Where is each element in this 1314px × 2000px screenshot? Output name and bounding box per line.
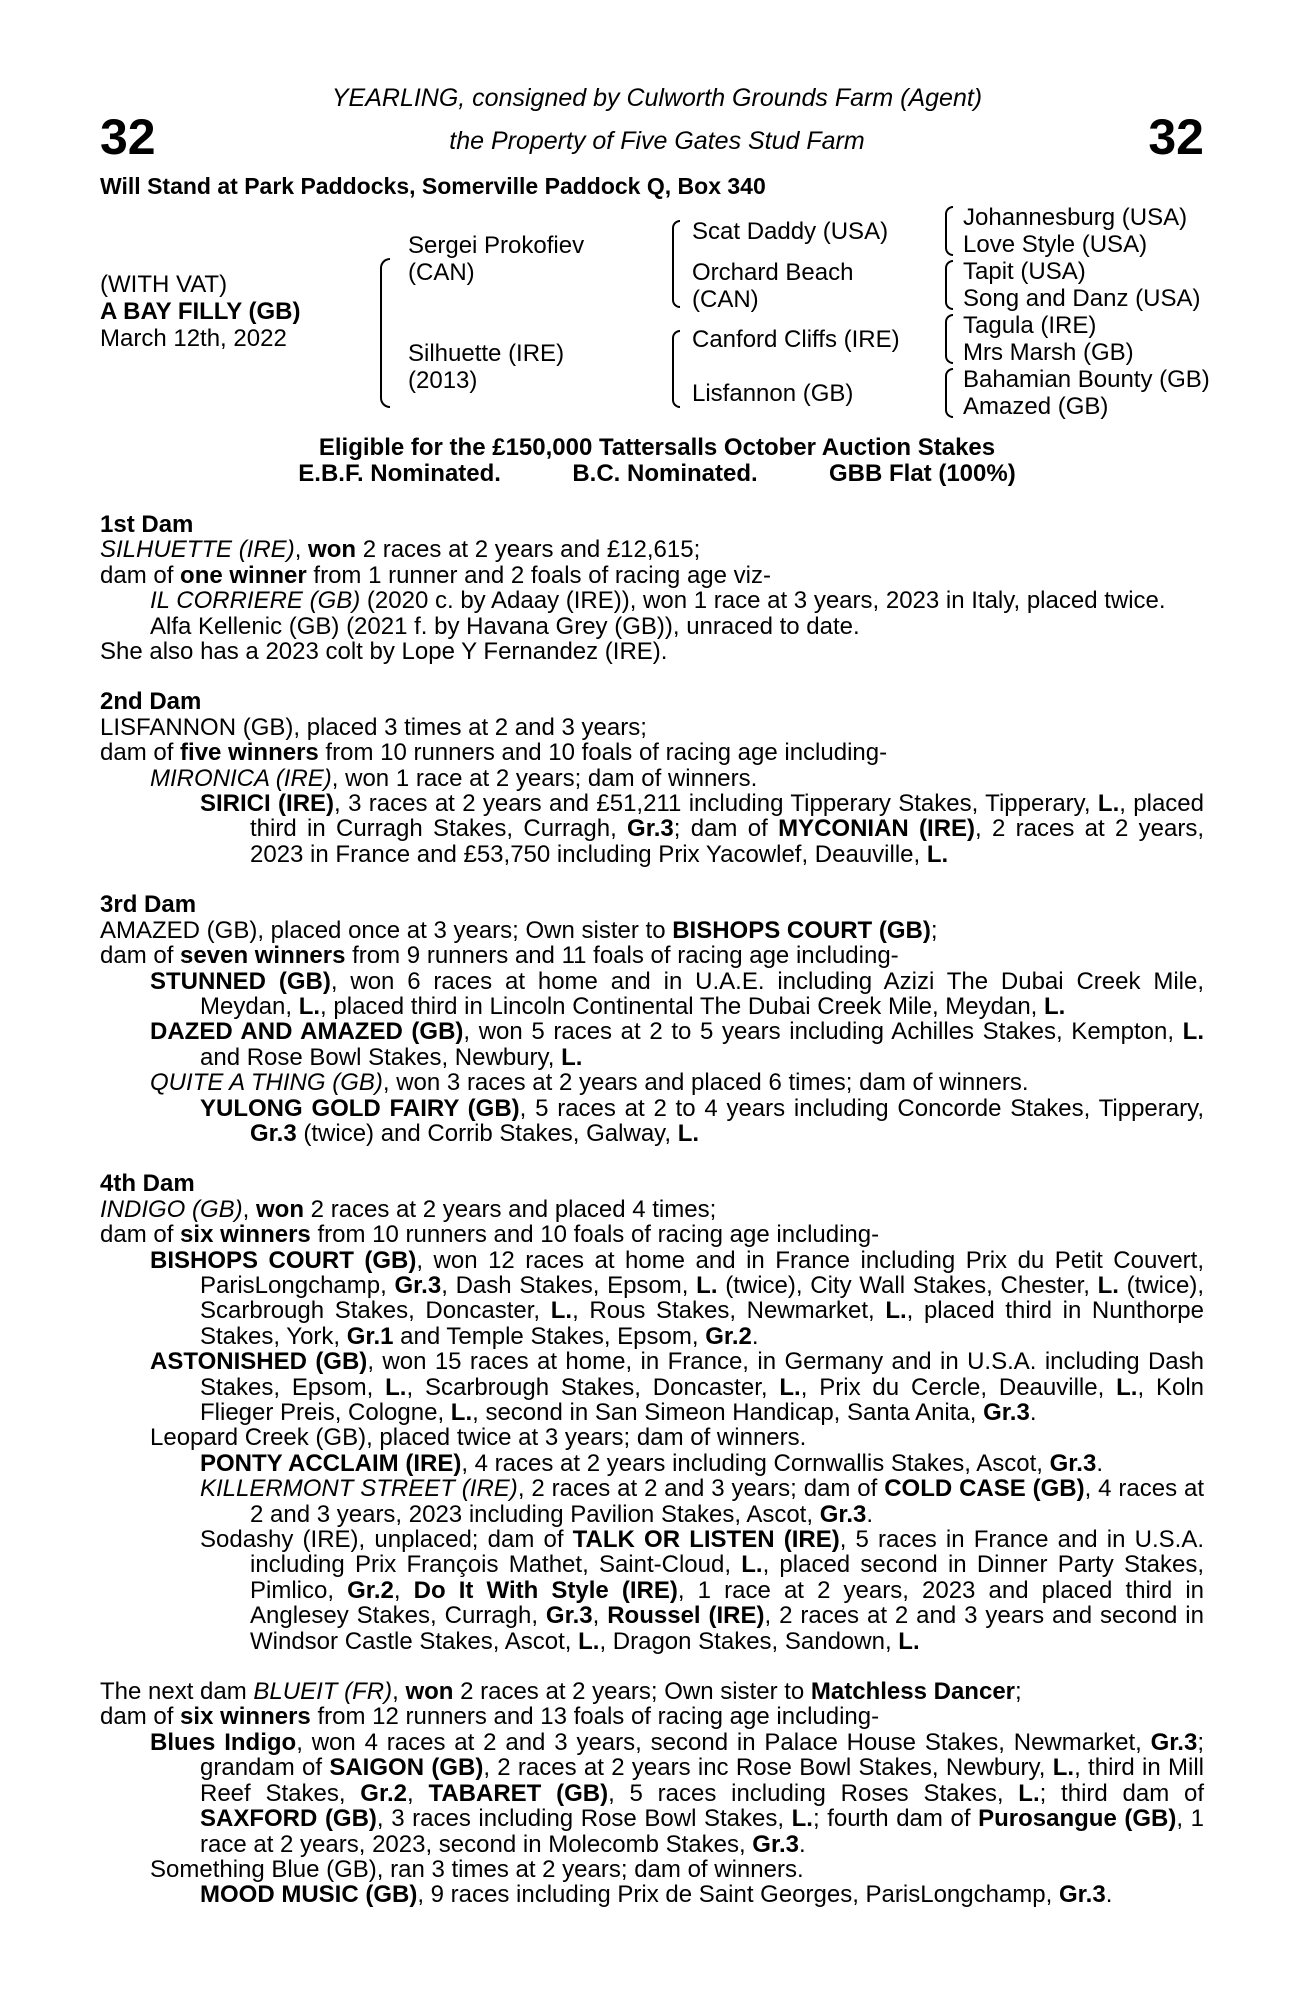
eligibility: Eligible for the £150,000 Tattersalls October Auction Stakes xyxy=(318,434,996,461)
sire-dam-country: (CAN) xyxy=(692,286,759,313)
sire-country: (CAN) xyxy=(408,259,475,286)
stand-location: Will Stand at Park Paddocks, Somerville Paddock Q, Box 340 xyxy=(100,173,766,199)
lot-number-right: 32 xyxy=(1148,109,1204,165)
consignor-line: YEARLING, consigned by Culworth Grounds Farm (Agent) xyxy=(331,84,983,112)
paragraph: INDIGO (GB), won 2 races at 2 years and placed 4 times; xyxy=(100,1195,717,1223)
paragraph: Alfa Kellenic (GB) (2021 f. by Havana Grey (GB)), unraced to date. xyxy=(150,612,860,640)
dam-year: (2013) xyxy=(408,367,478,394)
ped-dds: Bahamian Bounty (GB) xyxy=(963,366,1210,393)
nominations xyxy=(0,460,1314,488)
paragraph: MIRONICA (IRE), won 1 race at 2 years; dam of winners. xyxy=(150,764,758,792)
sire-dam: Orchard Beach xyxy=(692,259,854,286)
horse-name: A BAY FILLY (GB) xyxy=(100,298,301,325)
fourth-dam-heading: 4th Dam xyxy=(100,1170,195,1198)
lot-number-left: 32 xyxy=(100,109,156,165)
dam-sire: Canford Cliffs (IRE) xyxy=(692,326,900,353)
ped-sds: Tapit (USA) xyxy=(963,258,1086,285)
brace xyxy=(380,258,390,408)
brace xyxy=(672,330,680,408)
bc-nomination: B.C. Nominated. xyxy=(572,460,758,487)
paragraph: DAZED AND AMAZED (GB), won 5 races at 2 to 5 years including Achilles Stakes, Kempton, L. and Rose Bowl Stakes, Newbury, L. xyxy=(150,1018,1204,1071)
dam-dam: Lisfannon (GB) xyxy=(692,380,854,407)
paragraph: KILLERMONT STREET (IRE), 2 races at 2 and 3 years; dam of COLD CASE (GB), 4 races at 2 and 3 years, 2023 including Pavilion Stakes, Ascot, Gr.3. xyxy=(200,1475,1204,1528)
paragraph: SILHUETTE (IRE), won 2 races at 2 years and £12,615; xyxy=(100,536,701,564)
paragraph: ASTONISHED (GB), won 15 races at home, in France, in Germany and in U.S.A. including Dash Stakes, Epsom, L., Scarbrough Stakes, Doncaster, L., Prix du Cercle, Deauville, L., Koln Flieger Preis, Cologne, L., second in San Simeon Handicap, Santa Anita, Gr.3. xyxy=(150,1348,1204,1426)
brace xyxy=(945,206,953,256)
sire: Sergei Prokofiev xyxy=(408,232,585,259)
paragraph: Leopard Creek (GB), placed twice at 3 years; dam of winners. xyxy=(150,1424,807,1452)
paragraph: dam of five winners from 10 runners and 10 foals of racing age including- xyxy=(100,739,888,767)
ped-sss: Johannesburg (USA) xyxy=(963,204,1188,231)
horse-dob: March 12th, 2022 xyxy=(100,325,287,352)
paragraph: QUITE A THING (GB), won 3 races at 2 years and placed 6 times; dam of winners. xyxy=(150,1069,1029,1097)
paragraph: The next dam BLUEIT (FR), won 2 races at 2 years; Own sister to Matchless Dancer; xyxy=(100,1678,1022,1706)
third-dam-heading: 3rd Dam xyxy=(100,891,197,919)
paragraph: dam of six winners from 12 runners and 13 foals of racing age including- xyxy=(100,1703,880,1731)
catalogue-text xyxy=(100,512,1204,1908)
ped-sdd: Song and Danz (USA) xyxy=(963,285,1201,312)
paragraph: STUNNED (GB), won 6 races at home and in U.A.E. including Azizi The Dubai Creek Mile, Meydan, L., placed third in Lincoln Continental The Dubai Creek Mile, Meydan, L. xyxy=(150,967,1205,1020)
paragraph: LISFANNON (GB), placed 3 times at 2 and 3 years; xyxy=(100,713,647,741)
paragraph: Something Blue (GB), ran 3 times at 2 years; dam of winners. xyxy=(150,1855,804,1883)
brace xyxy=(945,314,953,364)
sire-sire: Scat Daddy (USA) xyxy=(692,218,889,245)
paragraph: dam of seven winners from 9 runners and 11 foals of racing age including- xyxy=(100,942,899,970)
gbb-note: GBB Flat (100%) xyxy=(829,460,1016,487)
second-dam-heading: 2nd Dam xyxy=(100,688,202,716)
paragraph: SIRICI (IRE), 3 races at 2 years and £51,211 including Tipperary Stakes, Tipperary, L., placed third in Curragh Stakes, Curragh, Gr.3; dam of MYCONIAN (IRE), 2 races at 2 years, 2023 in France and £53,750 including Prix Yacowlef, Deauville, L. xyxy=(200,790,1205,868)
ebf-nomination: E.B.F. Nominated. xyxy=(298,460,501,487)
ped-dsd: Mrs Marsh (GB) xyxy=(963,339,1134,366)
paragraph: She also has a 2023 colt by Lope Y Fernandez (IRE). xyxy=(100,638,668,666)
paragraph: MOOD MUSIC (GB), 9 races including Prix de Saint Georges, ParisLongchamp, Gr.3. xyxy=(200,1881,1113,1909)
brace xyxy=(945,368,953,418)
paragraph: PONTY ACCLAIM (IRE), 4 races at 2 years including Cornwallis Stakes, Ascot, Gr.3. xyxy=(200,1449,1103,1477)
dam: Silhuette (IRE) xyxy=(408,340,565,367)
property-line: the Property of Five Gates Stud Farm xyxy=(449,127,865,155)
ped-dss: Tagula (IRE) xyxy=(963,312,1097,339)
paragraph: AMAZED (GB), placed once at 3 years; Own sister to BISHOPS COURT (GB); xyxy=(100,916,938,944)
paragraph: BISHOPS COURT (GB), won 12 races at home and in France including Prix du Petit Couvert, ParisLongchamp, Gr.3, Dash Stakes, Epsom, L. (twice), City Wall Stakes, Chester, L. (twice), Scarbrough Stakes, Doncaster, L., Rous Stakes, Newmarket, L., placed third in Nunthorpe Stakes, York, Gr.1 and Temple Stakes, Epsom, Gr.2. xyxy=(150,1246,1205,1350)
paragraph: dam of six winners from 10 runners and 10 foals of racing age including- xyxy=(100,1221,880,1249)
ped-ssd: Love Style (USA) xyxy=(963,231,1148,258)
paragraph: dam of one winner from 1 runner and 2 foals of racing age viz- xyxy=(100,561,771,589)
paragraph: YULONG GOLD FAIRY (GB), 5 races at 2 to 4 years including Concorde Stakes, Tipperary, Gr.3 (twice) and Corrib Stakes, Galway, L. xyxy=(200,1094,1204,1147)
paragraph: IL CORRIERE (GB) (2020 c. by Adaay (IRE)), won 1 race at 3 years, 2023 in Italy, placed twice. xyxy=(150,587,1166,615)
brace xyxy=(672,220,680,308)
vat-note: (WITH VAT) xyxy=(100,271,228,298)
first-dam-heading: 1st Dam xyxy=(100,511,194,538)
brace xyxy=(945,260,953,310)
ped-ddd: Amazed (GB) xyxy=(963,393,1109,420)
paragraph: Blues Indigo, won 4 races at 2 and 3 years, second in Palace House Stakes, Newmarket, Gr.3; grandam of SAIGON (GB), 2 races at 2 years inc Rose Bowl Stakes, Newbury, L., third in Mill Reef Stakes, Gr.2, TABARET (GB), 5 races including Roses Stakes, L.; third dam of SAXFORD (GB), 3 races including Rose Bowl Stakes, L.; fourth dam of Purosangue (GB), 1 race at 2 years, 2023, second in Molecomb Stakes, Gr.3. xyxy=(150,1728,1205,1858)
paragraph: Sodashy (IRE), unplaced; dam of TALK OR LISTEN (IRE), 5 races in France and in U.S.A. including Prix François Mathet, Saint-Cloud, L., placed second in Dinner Party Stakes, Pimlico, Gr.2, Do It With Style (IRE), 1 race at 2 years, 2023 and placed third in Anglesey Stakes, Curragh, Gr.3, Roussel (IRE), 2 races at 2 and 3 years and second in Windsor Castle Stakes, Ascot, L., Dragon Stakes, Sandown, L. xyxy=(200,1526,1205,1655)
